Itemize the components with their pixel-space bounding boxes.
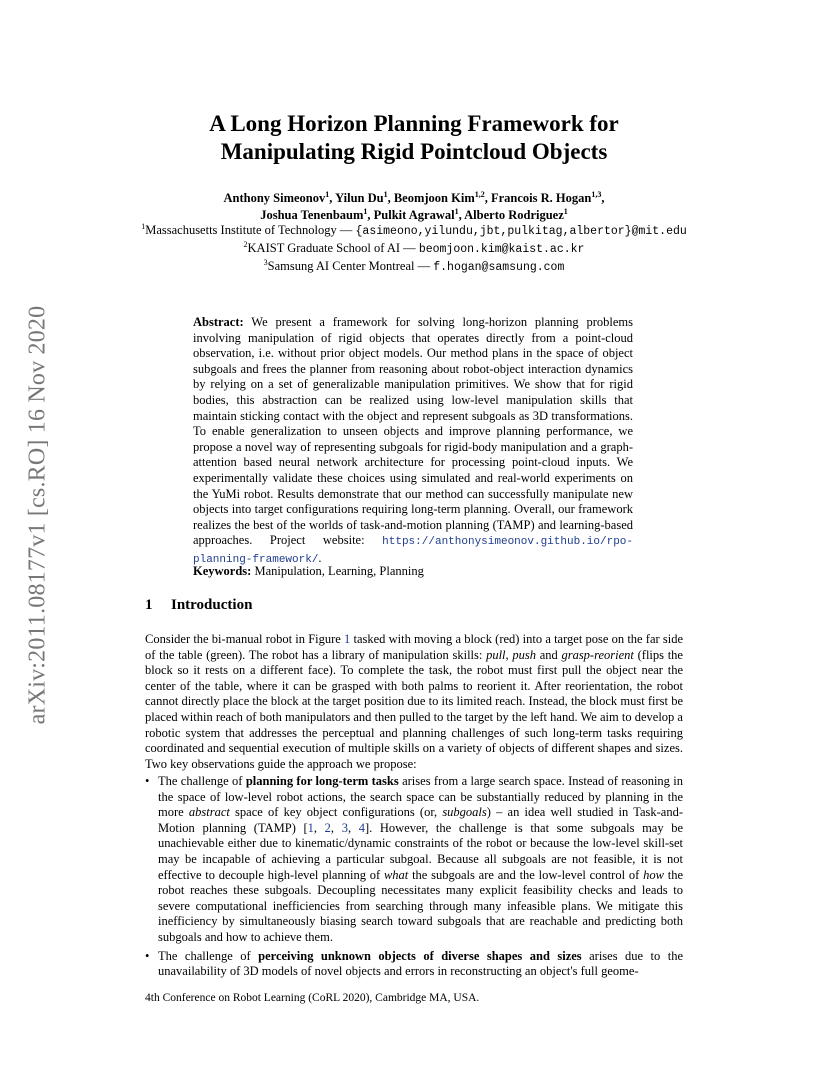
bullet-bold: planning for long-term tasks [245, 774, 399, 788]
citation-link[interactable]: 3 [341, 820, 348, 835]
intro-text: and [535, 647, 562, 662]
intro-text: tasked with moving a block (red) into a target pose on the far side of the table (green). The robot has a library of manipulation skills: [145, 632, 684, 662]
author-line-2: Joshua Tenenbaum$^1$, Pulkit Agrawal$^1$, Alberto Rodriguez$^1$ [260, 206, 568, 222]
paper-title [0, 110, 828, 166]
bullet-text: ) – an idea well studied in Task-and-Motion planning (TAMP) [ [158, 805, 683, 835]
bullet-italic: abstract [188, 805, 230, 820]
project-website-link[interactable]: https://anthonysimeonov.github.io/rpo-planning-framework/ [193, 536, 633, 566]
abstract-label: Abstract: [193, 315, 244, 329]
author-affil-sup: 1 [325, 189, 330, 199]
citation-link[interactable]: 1 [307, 820, 314, 835]
bullet-italic: how [643, 867, 664, 882]
citation-link[interactable]: 4 [358, 820, 365, 835]
abstract-end: . [318, 550, 322, 565]
figure-ref-link[interactable]: 1 [344, 632, 351, 646]
challenge-item-perception [145, 949, 683, 980]
keywords-text: Manipulation, Learning, Planning [254, 564, 424, 578]
arxiv-sidebar [20, 280, 56, 750]
section-number: 1 [145, 597, 153, 613]
bullet-italic: what [383, 867, 409, 882]
skill-pull: pull [486, 647, 506, 662]
keywords [193, 564, 633, 579]
bullet-text: , [347, 820, 359, 835]
affil-email: beomjoon.kim@kaist.ac.kr [418, 243, 585, 256]
author-name: Anthony Simeonov [223, 191, 326, 205]
conference-footer: 4th Conference on Robot Learning (CoRL 2020), Cambridge MA, USA. [145, 992, 480, 1004]
affiliation-line [0, 258, 828, 276]
bullet-bold: perceiving unknown objects of diverse shapes and sizes [258, 948, 582, 963]
affiliation-line [0, 240, 828, 258]
title-line-1: A Long Horizon Planning Framework for [209, 111, 619, 136]
author-name: Yilun Du [335, 191, 384, 205]
affil-name: KAIST Graduate School of AI — [247, 241, 419, 255]
affil-sup: 2 [243, 239, 248, 249]
keywords-label: Keywords: [193, 564, 252, 578]
skill-grasp-reorient: grasp-reorient [561, 647, 634, 662]
abstract [193, 315, 633, 569]
author-name: Alberto Rodriguez [464, 208, 564, 222]
challenge-list [145, 774, 683, 983]
skill-push: push [512, 647, 536, 662]
section-title: Introduction [171, 597, 253, 613]
author-name: Francois R. Hogan [491, 191, 592, 205]
author-affil-sup: 1 [363, 206, 368, 216]
author-affil-sup: 1,3 [591, 189, 602, 199]
affil-email: {asimeono,yilundu,jbt,pulkitag,albertor}@mit.edu [355, 225, 687, 238]
author-line-1: Anthony Simeonov$^1$, Yilun Du$^1$, Beomjoon Kim$^{1,2}$, Francois R. Hogan$^{1,3}$, [223, 189, 605, 205]
arxiv-identifier: arXiv:2011.08177v1 [cs.RO] 16 Nov 2020 [24, 305, 51, 725]
intro-text: (flips the block so it rests on a different face). To complete the task, the robot must first pull the object near the center of the table, where it can be grasped with both palms to reorient it. After reorientation, the robot cannot directly place the block at the target position due to its limited reach. Instead, the block must first be placed within reach of both manipulators and then pulled to the target by the left hand. We aim to develop a robotic system that addresses the perceptual and planning challenges of such long-term tasks requiring coordinated and sequential execution of multiple skills on a variety of objects of different shapes and sizes. Two key observations guide the approach we propose: [145, 647, 683, 771]
affil-sup: 3 [263, 257, 268, 267]
author-name: Joshua Tenenbaum [260, 208, 364, 222]
author-name: Pulkit Agrawal [373, 208, 455, 222]
bullet-text: ]. However, the challenge is that some subgoals may be unachievable either due to kinematic/dynamic constraints of the robot or because the low-level skill-set may be incapable of achieving a particular subgoal. Because all subgoals are not feasible, it is not effective to decouple high-level planning of [158, 820, 684, 882]
bullet-italic: subgoals [442, 805, 487, 820]
affiliation-line [0, 222, 828, 240]
author-affil-sup: 1 [383, 189, 388, 199]
author-affil-sup: 1 [454, 206, 459, 216]
intro-text: , [505, 647, 513, 662]
bullet-text: The challenge of [158, 774, 246, 788]
bullet-text: , [313, 820, 325, 835]
affil-sup: 1 [141, 221, 146, 231]
intro-paragraph [145, 632, 683, 772]
author-name: Beomjoon Kim [393, 191, 475, 205]
bullet-text: arises due to the unavailability of 3D models of novel objects and errors in reconstructing an object's full geome- [158, 948, 683, 979]
citation-link[interactable]: 2 [324, 820, 331, 835]
affil-name: Massachusetts Institute of Technology — [145, 223, 356, 237]
abstract-text: We present a framework for solving long-horizon planning problems involving manipulation of rigid objects that operates directly from a point-cloud observation, i.e. without prior object models. Our method plans in the space of object subgoals and frees the planner from reasoning about robot-object interaction dynamics by relying on a set of generalizable manipulation primitives. We show that for rigid bodies, this abstraction can be realized using low-level manipulation skills that maintain sticking contact with the object and represent subgoals as 3D transformations. To enable generalization to unseen objects and improve planning performance, we propose a novel way of representing subgoals for rigid-body manipulation and a graph-attention based neural network architecture for processing point-cloud inputs. We experimentally validate these choices using simulated and real-world experiments on the YuMi robot. Results demonstrate that our method can successfully manipulate new objects into target configurations requiring long-term planning. Overall, our framework realizes the best of the worlds of task-and-motion planning (TAMP) and learning-based approaches. Project website: [193, 315, 633, 548]
challenge-item-planning [145, 774, 683, 946]
affil-name: Samsung AI Center Montreal — [267, 259, 434, 273]
author-affil-sup: 1,2 [474, 189, 485, 199]
bullet-text: the subgoals are and the low-level control of [408, 867, 644, 882]
intro-text: Consider the bi-manual robot in Figure [145, 632, 345, 646]
author-affil-sup: 1 [563, 206, 568, 216]
section-heading-introduction [145, 597, 252, 614]
bullet-text: the robot reaches these subgoals. Decoupling necessitates many explicit feasibility checks and leads to severe computational inefficiencies from searching through many infeasible plans. We mitigate this inefficiency by simultaneously biasing search toward subgoals that are reachable and predicting both subgoals and how to achieve them. [158, 867, 683, 944]
bullet-text: space of key object configurations (or, [229, 805, 443, 820]
author-list [0, 190, 828, 224]
affiliation-list [0, 222, 828, 276]
bullet-text: , [330, 820, 342, 835]
affil-email: f.hogan@samsung.com [433, 261, 565, 274]
bullet-text: The challenge of [158, 948, 259, 963]
bullet-text: arises from a large search space. Instead of reasoning in the space of low-level robot actions, the search space can be substantially reduced by planning in the more [158, 774, 684, 820]
title-line-2: Manipulating Rigid Pointcloud Objects [220, 139, 608, 164]
